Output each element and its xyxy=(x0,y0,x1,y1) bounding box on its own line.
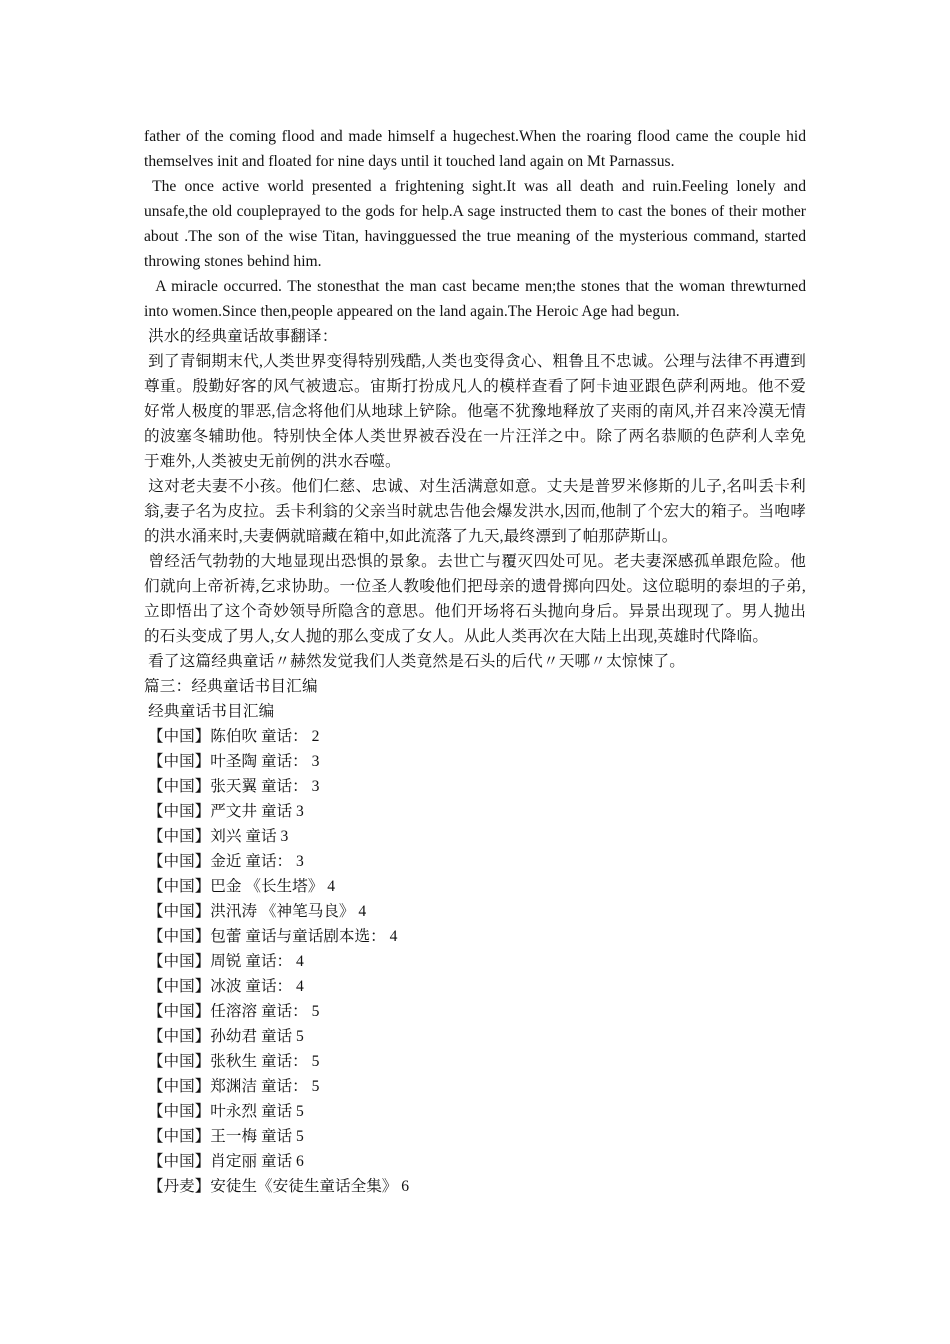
page-content xyxy=(144,124,810,1199)
section-title: 篇三：经典童话书目汇编 xyxy=(144,678,318,695)
list-item: 【中国】孙幼君 童话 5 xyxy=(144,1028,304,1045)
english-paragraph-2: The once active world presented a frightening sight.It was all death and ruin.Feeling lonely and unsafe,the old coupleprayed to the gods for help.A sage instructed them to cast the bones of their mother about .The son of the wise Titan, havingguessed the true meaning of the mysterious command, started throwing stones behind him. xyxy=(144,178,810,270)
list-item: 【中国】叶圣陶 童话： 3 xyxy=(144,753,320,770)
list-item: 【中国】郑渊洁 童话： 5 xyxy=(144,1078,320,1095)
chinese-paragraph-4: 看了这篇经典童话〃赫然发觉我们人类竟然是石头的后代〃天哪〃太惊悚了。 xyxy=(144,653,686,670)
chinese-paragraph-2: 这对老夫妻不小孩。他们仁慈、忠诚、对生活满意如意。丈夫是普罗米修斯的儿子,名叫丢卡利翁,妻子名为皮拉。丢卡利翁的父亲当时就忠告他会爆发洪水,因而,他制了个宏大的箱子。当咆哮的洪水涌来时,夫妻俩就暗藏在箱中,如此流落了九天,最终漂到了帕那萨斯山。 xyxy=(144,478,806,545)
list-item: 【中国】巴金 《长生塔》 4 xyxy=(144,878,336,895)
list-item: 【中国】严文井 童话 3 xyxy=(144,803,304,820)
list-item: 【中国】张天翼 童话： 3 xyxy=(144,778,320,795)
list-item: 【中国】肖定丽 童话 6 xyxy=(144,1153,304,1170)
list-item: 【中国】任溶溶 童话： 5 xyxy=(144,1003,320,1020)
english-paragraph-1: father of the coming flood and made himself a hugechest.When the roaring flood came the couple hid themselves init and floated for nine days until it touched land again on Mt Parnassus. xyxy=(144,128,806,170)
chinese-paragraph-1: 到了青铜期末代,人类世界变得特别残酷,人类也变得贪心、粗鲁且不忠诚。公理与法律不再遭到尊重。殷勤好客的风气被遗忘。宙斯打扮成凡人的模样查看了阿卡迪亚跟色萨利两地。他不爱好常人极度的罪恶,信念将他们从地球上铲除。他毫不犹豫地释放了夹雨的南风,并召来冷漠无情的波塞冬辅助他。特别快全体人类世界被吞没在一片汪洋之中。除了两名恭顺的色萨利人幸免于难外,人类被史无前例的洪水吞噬。 xyxy=(144,353,806,470)
list-item: 【中国】冰波 童话： 4 xyxy=(144,978,304,995)
list-item: 【中国】王一梅 童话 5 xyxy=(144,1128,304,1145)
list-item: 【中国】张秋生 童话： 5 xyxy=(144,1053,320,1070)
list-item: 【中国】叶永烈 童话 5 xyxy=(144,1103,304,1120)
translation-heading: 洪水的经典童话故事翻译： xyxy=(144,328,338,345)
chinese-paragraph-3: 曾经活气勃勃的大地显现出恐惧的景象。去世亡与覆灭四处可见。老夫妻深感孤单跟危险。他们就向上帝祈祷,乞求协助。一位圣人教唆他们把母亲的遗骨掷向四处。这位聪明的泰坦的子弟,立即悟出了这个奇妙领导所隐含的意思。他们开场将石头抛向身后。异景出现现了。男人抛出的石头变成了男人,女人抛的那么变成了女人。从此人类再次在大陆上出现,英雄时代降临。 xyxy=(144,553,806,645)
list-item: 【中国】陈伯吹 童话： 2 xyxy=(144,728,320,745)
english-paragraph-3: A miracle occurred. The stonesthat the man cast became men;the stones that the woman threwturned into women.Since then,people appeared on the land again.The Heroic Age had begun. xyxy=(144,278,810,320)
list-item: 【中国】刘兴 童话 3 xyxy=(144,828,289,845)
list-item: 【中国】周锐 童话： 4 xyxy=(144,953,304,970)
list-item: 【中国】包蕾 童话与童话剧本选： 4 xyxy=(144,928,398,945)
list-item: 【丹麦】安徒生《安徒生童话全集》 6 xyxy=(144,1178,410,1195)
list-heading: 经典童话书目汇编 xyxy=(144,703,275,720)
list-item: 【中国】洪汛涛 《神笔马良》 4 xyxy=(144,903,367,920)
book-list xyxy=(144,724,806,1199)
list-item: 【中国】金近 童话： 3 xyxy=(144,853,304,870)
